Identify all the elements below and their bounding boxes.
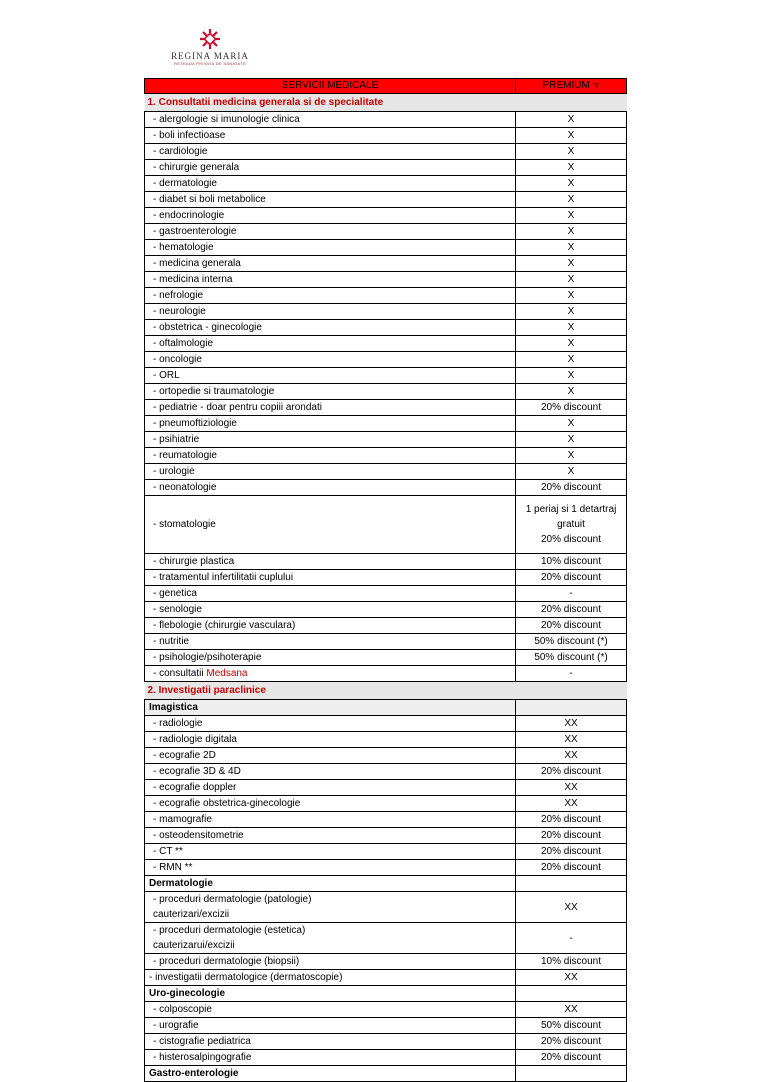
service-value: 20% discount <box>516 602 627 618</box>
service-name: - boli infectioase <box>145 128 516 144</box>
service-value: X <box>516 416 627 432</box>
table-row <box>145 400 627 416</box>
service-value: 10% discount <box>516 554 627 570</box>
service-value: 20% discount <box>516 844 627 860</box>
table-row <box>145 368 627 384</box>
service-name: - histerosalpingografie <box>145 1050 516 1066</box>
service-name: - tratamentul infertilitatii cuplului <box>145 570 516 586</box>
table-row <box>145 970 627 986</box>
service-value: XX <box>516 796 627 812</box>
service-value: 50% discount (*) <box>516 650 627 666</box>
service-value: - <box>516 586 627 602</box>
table-row <box>145 432 627 448</box>
service-value: X <box>516 224 627 240</box>
service-name: - oncologie <box>145 352 516 368</box>
table-row <box>145 304 627 320</box>
service-name <box>145 892 516 923</box>
subsection-value <box>516 986 627 1002</box>
service-value: X <box>516 160 627 176</box>
service-value: XX <box>516 716 627 732</box>
service-value: 20% discount <box>516 480 627 496</box>
service-name-line: cauterizari/excizii <box>153 909 230 920</box>
service-name: - cardiologie <box>145 144 516 160</box>
table-row <box>145 650 627 666</box>
service-name: - gastroenterologie <box>145 224 516 240</box>
service-value: X <box>516 320 627 336</box>
service-value: 20% discount <box>516 828 627 844</box>
service-value: X <box>516 336 627 352</box>
service-value: XX <box>516 970 627 986</box>
service-value-line: 1 periaj si 1 detartraj <box>525 504 617 515</box>
regina-maria-cross-icon <box>197 28 223 50</box>
service-name: - ecografie 3D & 4D <box>145 764 516 780</box>
service-value: X <box>516 112 627 128</box>
logo-name: REGINA MARIA <box>171 51 249 61</box>
section-row-investigatii <box>145 682 627 700</box>
table-row <box>145 320 627 336</box>
table-row <box>145 796 627 812</box>
service-name <box>145 666 516 682</box>
service-value: 20% discount <box>516 860 627 876</box>
service-value: 20% discount <box>516 764 627 780</box>
table-row <box>145 288 627 304</box>
service-name-line: - proceduri dermatologie (estetica) <box>153 925 306 936</box>
service-value: X <box>516 256 627 272</box>
table-row <box>145 618 627 634</box>
service-name: - osteodensitometrie <box>145 828 516 844</box>
header-plan-label: PREMIUM <box>542 80 590 91</box>
table-row <box>145 144 627 160</box>
service-value: 10% discount <box>516 954 627 970</box>
service-name <box>145 923 516 954</box>
service-value: X <box>516 128 627 144</box>
service-name: - nefrologie <box>145 288 516 304</box>
header-services: SERVICII MEDICALE <box>145 79 516 94</box>
subsection-row-uroginecologie <box>145 986 627 1002</box>
service-value: X <box>516 208 627 224</box>
subsection-value <box>516 1066 627 1082</box>
service-name: - senologie <box>145 602 516 618</box>
subsection-title: Gastro-enterologie <box>145 1066 516 1082</box>
service-name-line: - proceduri dermatologie (patologie) <box>153 894 312 905</box>
service-value-line: 20% discount <box>540 534 602 545</box>
service-name: - oftalmologie <box>145 336 516 352</box>
table-row <box>145 892 627 923</box>
table-row <box>145 160 627 176</box>
service-name: - urografie <box>145 1018 516 1034</box>
logo-tagline: RETEAUA PRIVATA DE SANATATE <box>174 61 246 66</box>
service-name: - CT ** <box>145 844 516 860</box>
service-name: - ecografie 2D <box>145 748 516 764</box>
table-row <box>145 464 627 480</box>
header-plan <box>516 79 627 94</box>
table-row <box>145 1002 627 1018</box>
section-value <box>516 94 627 112</box>
table-row <box>145 1018 627 1034</box>
subsection-value <box>516 700 627 716</box>
table-row <box>145 128 627 144</box>
service-name: - stomatologie <box>145 496 516 554</box>
service-name: - psihiatrie <box>145 432 516 448</box>
service-value: X <box>516 464 627 480</box>
service-value: X <box>516 176 627 192</box>
service-name: - genetica <box>145 586 516 602</box>
service-name: - radiologie digitala <box>145 732 516 748</box>
service-value: X <box>516 304 627 320</box>
subsection-row-gastroenterologie <box>145 1066 627 1082</box>
service-name: - medicina generala <box>145 256 516 272</box>
service-name: - pneumoftiziologie <box>145 416 516 432</box>
service-name: - urologie <box>145 464 516 480</box>
table-row <box>145 812 627 828</box>
service-name: - obstetrica - ginecologie <box>145 320 516 336</box>
service-value: X <box>516 240 627 256</box>
service-value: XX <box>516 748 627 764</box>
service-value: 20% discount <box>516 400 627 416</box>
service-name: - neonatologie <box>145 480 516 496</box>
table-row <box>145 448 627 464</box>
service-name: - ORL <box>145 368 516 384</box>
service-name: - mamografie <box>145 812 516 828</box>
table-row <box>145 240 627 256</box>
service-value-line: gratuit <box>557 519 585 530</box>
table-row <box>145 716 627 732</box>
table-row <box>145 192 627 208</box>
service-name: - ecografie obstetrica-ginecologie <box>145 796 516 812</box>
service-value: XX <box>516 780 627 796</box>
service-value <box>516 496 627 554</box>
service-value: - <box>516 666 627 682</box>
table-row <box>145 112 627 128</box>
section-title: 2. Investigatii paraclinice <box>145 682 516 700</box>
service-name: - alergologie si imunologie clinica <box>145 112 516 128</box>
service-name: - reumatologie <box>145 448 516 464</box>
service-value: 50% discount <box>516 1018 627 1034</box>
service-name: - RMN ** <box>145 860 516 876</box>
table-header-row <box>145 79 627 94</box>
service-name: - radiologie <box>145 716 516 732</box>
service-name: - cistografie pediatrica <box>145 1034 516 1050</box>
table-row <box>145 554 627 570</box>
table-row <box>145 844 627 860</box>
service-name: - ecografie doppler <box>145 780 516 796</box>
service-value: 20% discount <box>516 618 627 634</box>
service-value: XX <box>516 1002 627 1018</box>
table-row <box>145 416 627 432</box>
table-row <box>145 860 627 876</box>
service-value: X <box>516 352 627 368</box>
service-value: 20% discount <box>516 812 627 828</box>
service-name: - flebologie (chirurgie vasculara) <box>145 618 516 634</box>
service-name: - diabet si boli metabolice <box>145 192 516 208</box>
service-name-prefix: - consultatii <box>153 667 207 679</box>
table-row <box>145 780 627 796</box>
service-name: - nutritie <box>145 634 516 650</box>
table-row <box>145 586 627 602</box>
table-row <box>145 480 627 496</box>
service-value: 20% discount <box>516 570 627 586</box>
table-row <box>145 272 627 288</box>
service-name: - ortopedie si traumatologie <box>145 384 516 400</box>
table-row <box>145 828 627 844</box>
subsection-value <box>516 876 627 892</box>
table-row <box>145 764 627 780</box>
service-name: - investigatii dermatologice (dermatoscopie) <box>145 970 516 986</box>
service-value: XX <box>516 732 627 748</box>
regina-maria-logo <box>160 28 260 72</box>
service-name: - neurologie <box>145 304 516 320</box>
service-value: X <box>516 384 627 400</box>
subsection-title: Dermatologie <box>145 876 516 892</box>
service-value: X <box>516 448 627 464</box>
table-row <box>145 1034 627 1050</box>
table-row <box>145 256 627 272</box>
table-row <box>145 176 627 192</box>
medsana-brand: Medsana <box>206 667 248 679</box>
service-name: - psihologie/psihoterapie <box>145 650 516 666</box>
service-name: - pediatrie - doar pentru copiii arondati <box>145 400 516 416</box>
table-row <box>145 224 627 240</box>
services-table-body <box>145 79 627 1082</box>
service-name: - dermatologie <box>145 176 516 192</box>
section-value <box>516 682 627 700</box>
service-name: - proceduri dermatologie (biopsii) <box>145 954 516 970</box>
service-value: - <box>516 923 627 954</box>
service-name: - hematologie <box>145 240 516 256</box>
table-row <box>145 384 627 400</box>
service-value: XX <box>516 892 627 923</box>
table-row <box>145 208 627 224</box>
service-value: 20% discount <box>516 1034 627 1050</box>
service-name: - colposcopie <box>145 1002 516 1018</box>
table-row <box>145 748 627 764</box>
section-title: 1. Consultatii medicina generala si de specialitate <box>145 94 516 112</box>
service-name: - chirurgie plastica <box>145 554 516 570</box>
service-value: 20% discount <box>516 1050 627 1066</box>
table-row <box>145 570 627 586</box>
service-name: - chirurgie generala <box>145 160 516 176</box>
service-name-line: cauterizarui/excizii <box>153 940 235 951</box>
table-row <box>145 1050 627 1066</box>
table-row <box>145 923 627 954</box>
service-value: X <box>516 272 627 288</box>
table-row <box>145 352 627 368</box>
service-value: X <box>516 368 627 384</box>
table-row-stomatologie <box>145 496 627 554</box>
table-row <box>145 336 627 352</box>
service-value: X <box>516 192 627 208</box>
subsection-title: Uro-ginecologie <box>145 986 516 1002</box>
subsection-title: Imagistica <box>145 700 516 716</box>
table-row <box>145 954 627 970</box>
service-name: - medicina interna <box>145 272 516 288</box>
table-row-medsana <box>145 666 627 682</box>
header-plan-superscript: "S" <box>592 83 600 89</box>
subsection-row-imagistica <box>145 700 627 716</box>
table-row <box>145 732 627 748</box>
table-row <box>145 602 627 618</box>
service-value: X <box>516 288 627 304</box>
table-row <box>145 634 627 650</box>
service-value: X <box>516 144 627 160</box>
service-value: X <box>516 432 627 448</box>
section-row-consultatii <box>145 94 627 112</box>
service-value: 50% discount (*) <box>516 634 627 650</box>
services-table <box>144 78 627 1082</box>
service-name: - endocrinologie <box>145 208 516 224</box>
subsection-row-dermatologie <box>145 876 627 892</box>
